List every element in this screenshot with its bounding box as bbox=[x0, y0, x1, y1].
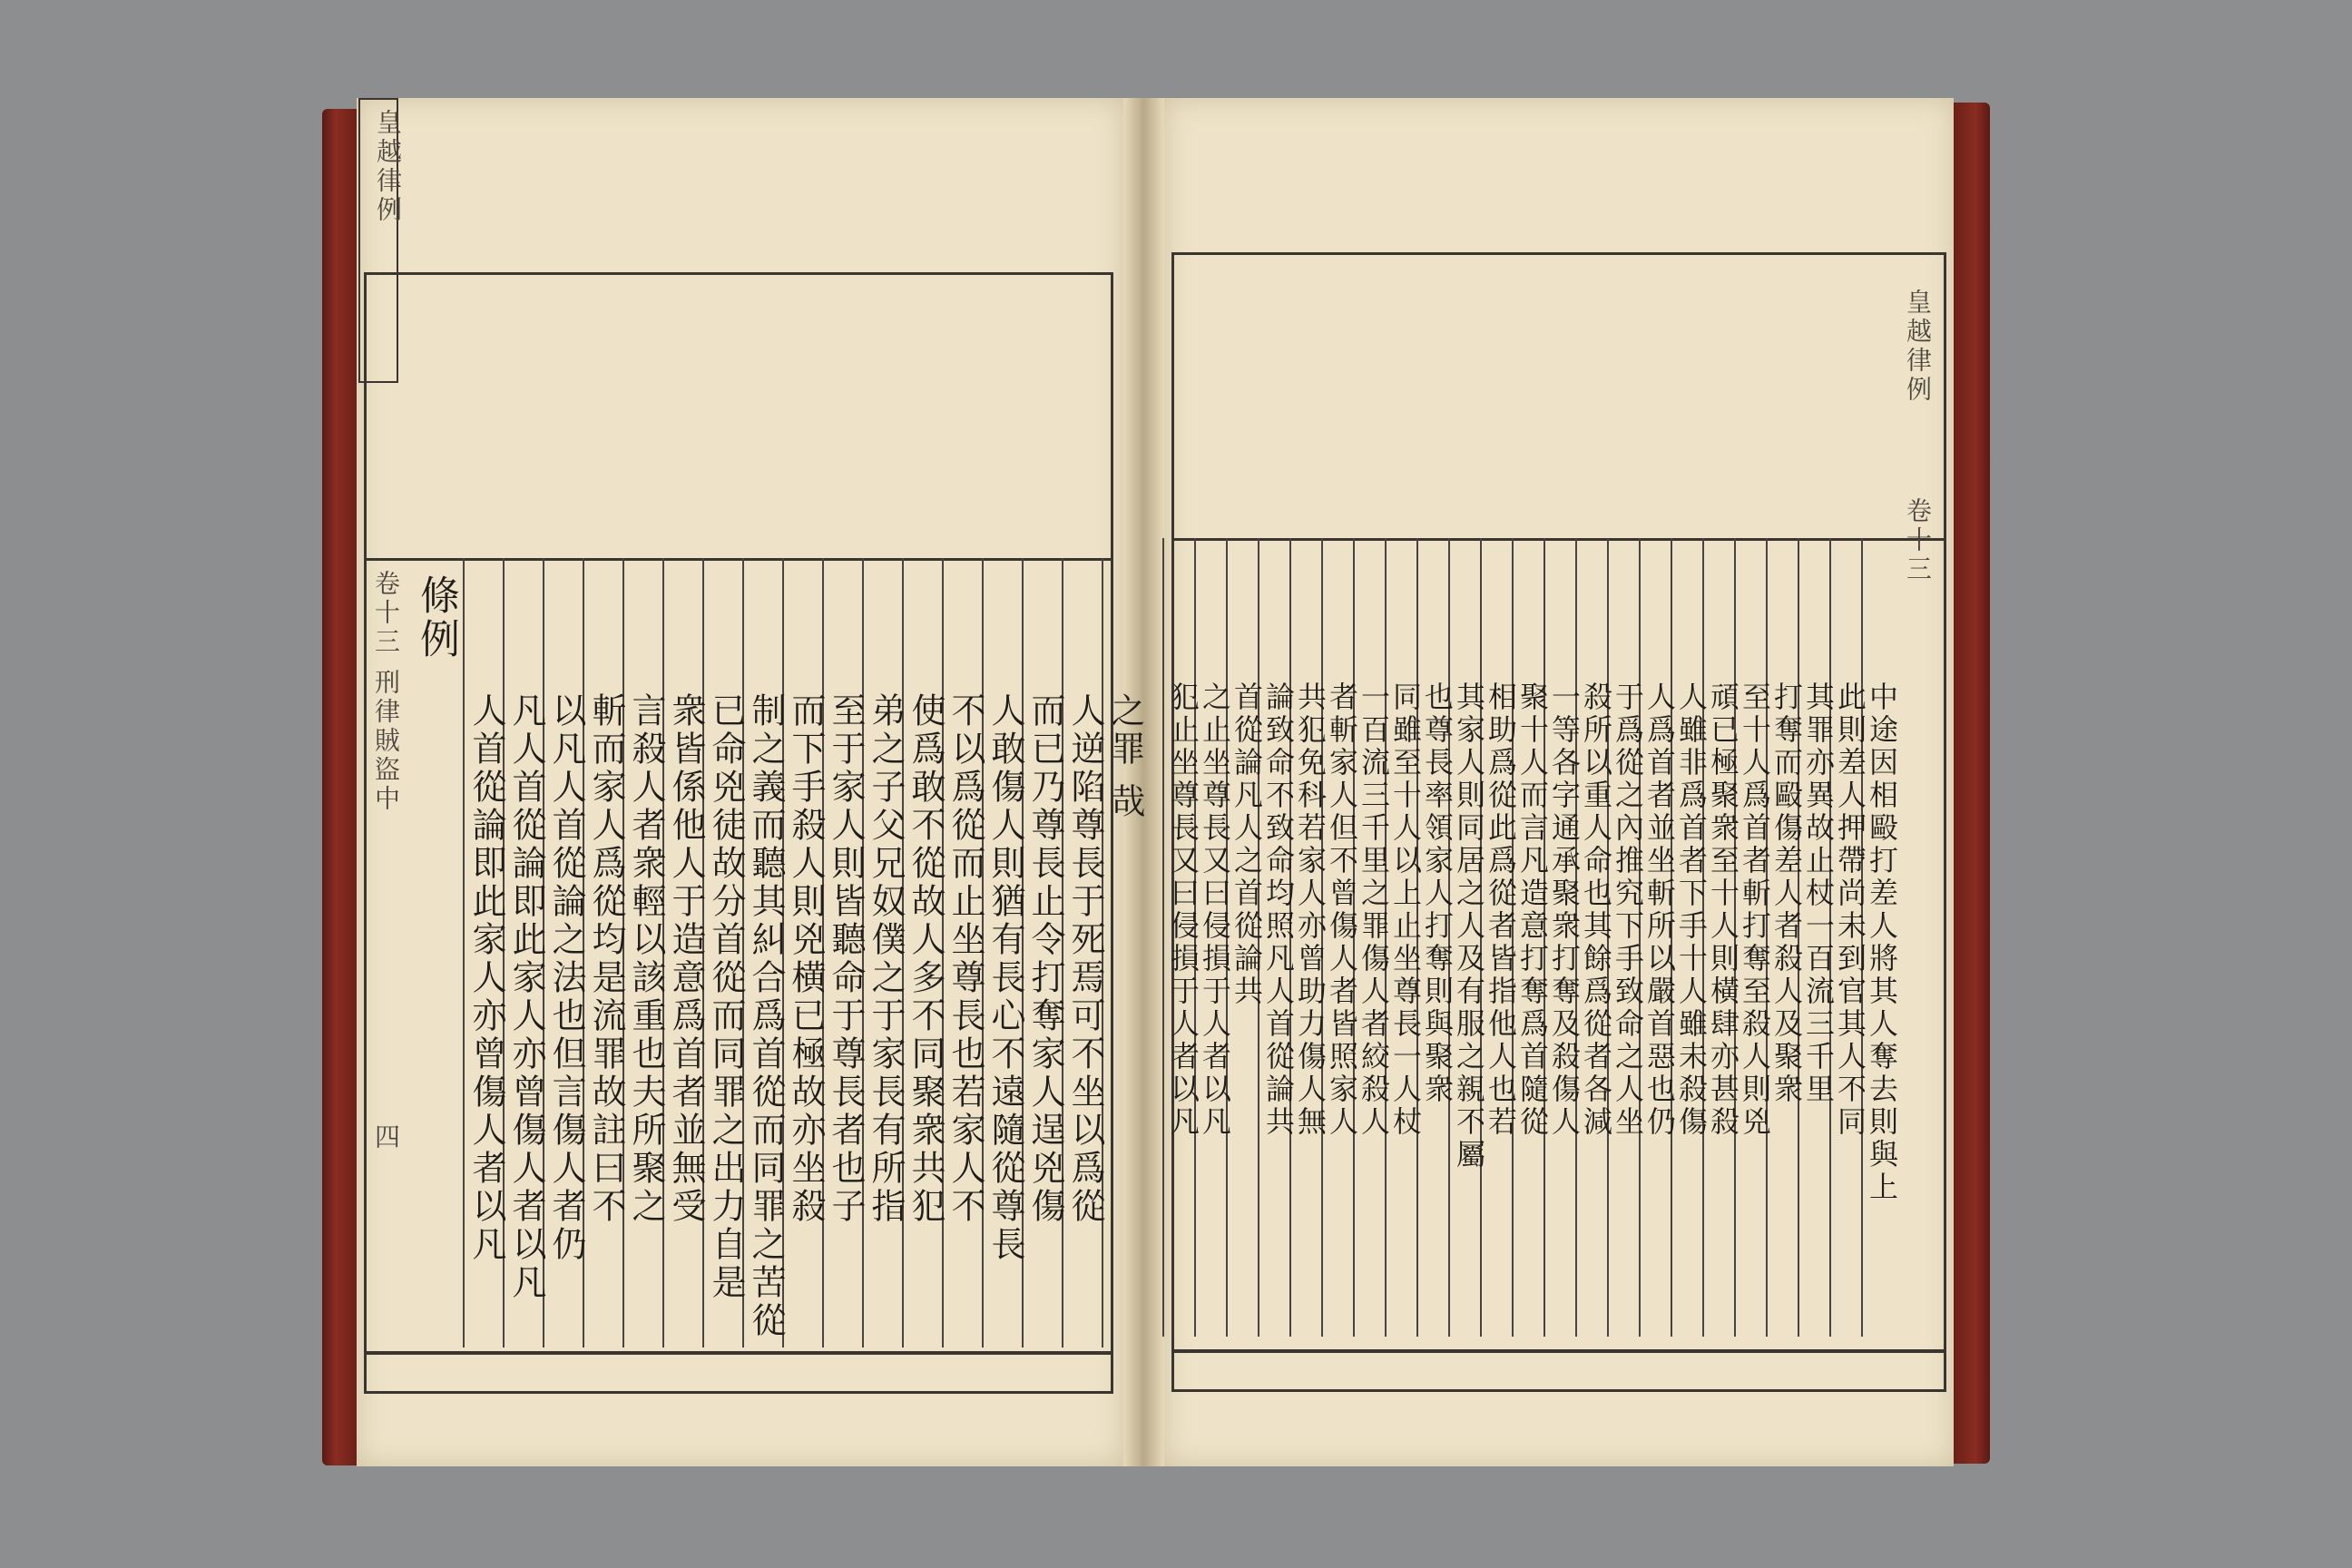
right-text-column: 相助爲從此爲從者皆指他人也若 bbox=[1484, 681, 1518, 1139]
book-edge-right bbox=[1954, 103, 1990, 1464]
right-page-frame bbox=[1166, 252, 1946, 1392]
left-page-frame bbox=[364, 272, 1145, 1394]
left-text-column: 不以爲從而止坐尊長也若家人不 bbox=[946, 692, 985, 1226]
left-text-column: 人敢傷人則猶有長心不遠隨從尊長 bbox=[985, 692, 1025, 1264]
right-side-label: 皇越律例 bbox=[1903, 289, 1933, 405]
left-text-column: 人逆陷尊長于死焉可不坐以爲從 bbox=[1065, 692, 1105, 1226]
left-text-column: 言殺人者衆輕以該重也夫所聚之 bbox=[626, 692, 666, 1226]
left-text-column: 而下手殺人則兇横已極故亦坐殺 bbox=[786, 692, 826, 1226]
book-edge-left bbox=[322, 109, 357, 1465]
left-side-label: 皇越律例 bbox=[373, 109, 403, 225]
right-page bbox=[1164, 98, 1954, 1466]
left-text-column: 凡人首從論即此家人亦曾傷人者以凡 bbox=[506, 692, 546, 1302]
left-text-column: 斬而家人爲從均是流罪故註曰不 bbox=[586, 692, 626, 1226]
right-text-column: 也尊長率領家人打奪則與聚衆 bbox=[1420, 681, 1455, 1106]
right-text-column: 犯止坐尊長又曰侵損于人者以凡 bbox=[1166, 681, 1200, 1139]
right-text-column: 共犯免科若家人亦曾助力傷人無 bbox=[1293, 681, 1328, 1139]
right-text-column: 首從論凡人之首從論共 bbox=[1230, 681, 1264, 1008]
left-text-column: 已命兇徒故分首從而同罪之出力自是 bbox=[706, 692, 746, 1302]
right-text-column: 一百流三千里之罪傷人者絞殺人 bbox=[1357, 681, 1391, 1139]
right-text-column: 人爲首者並坐斬所以嚴首惡也仍 bbox=[1642, 681, 1677, 1139]
left-text-column: 以凡人首從論之法也但言傷人者仍 bbox=[546, 692, 586, 1264]
right-text-column: 同雖至十人以上止坐尊長一人杖 bbox=[1388, 681, 1423, 1139]
left-page bbox=[357, 98, 1145, 1466]
right-text-column: 此則差人押帶尚未到官其人不同 bbox=[1833, 681, 1867, 1139]
left-column-rule bbox=[463, 558, 465, 1348]
right-text-column: 聚十人而言凡造意打奪爲首隨從 bbox=[1515, 681, 1550, 1139]
left-page-bottom-rule bbox=[367, 1351, 1111, 1355]
right-page-columns bbox=[1166, 255, 1944, 1389]
right-text-column: 中途因相毆打差人將其人奪去則與上 bbox=[1865, 681, 1899, 1204]
left-folio: 四 bbox=[371, 1123, 401, 1152]
left-text-column: 使爲敢不從故人多不同聚衆共犯 bbox=[906, 692, 946, 1226]
right-text-column: 頑已極聚衆至十人則橫肆亦甚殺 bbox=[1706, 681, 1740, 1139]
left-text-column: 人首從論即此家人亦曾傷人者以凡 bbox=[466, 692, 506, 1264]
right-page-bottom-rule bbox=[1174, 1349, 1944, 1353]
right-text-column: 者斬家人但不曾傷人者皆照家人 bbox=[1325, 681, 1359, 1139]
right-text-column: 人雖非爲首者下手十人雖未殺傷 bbox=[1674, 681, 1709, 1139]
right-text-column: 打奪而毆傷差人者殺人及聚衆 bbox=[1769, 681, 1804, 1106]
open-book bbox=[322, 98, 1990, 1473]
left-page-columns bbox=[367, 275, 1145, 1391]
left-text-column: 弟之子父兄奴僕之于家長有所指 bbox=[866, 692, 906, 1226]
left-text-column: 制之義而聽其糾合爲首從而同罪之苦從 bbox=[746, 692, 786, 1340]
right-text-column: 之止坐尊長又曰侵損于人者以凡 bbox=[1198, 681, 1232, 1139]
right-text-column: 于爲從之內推究下手致命之人坐 bbox=[1611, 681, 1645, 1139]
left-side-label-2: 卷十三 刑律賊盜中 bbox=[371, 570, 401, 814]
left-page-heading: 條例 bbox=[413, 574, 459, 662]
left-text-column: 衆皆係他人于造意爲首者並無受 bbox=[666, 692, 706, 1226]
right-text-column: 至十人爲首者斬打奪至殺人則兇 bbox=[1738, 681, 1772, 1139]
left-text-column: 至于家人則皆聽命于尊長者也子 bbox=[826, 692, 866, 1226]
right-text-column: 一等各字通承聚衆打奪及殺傷人 bbox=[1547, 681, 1582, 1139]
left-text-column: 之罪 哉 bbox=[1105, 692, 1145, 822]
left-text-column: 而已乃尊長止令打奪家人逞兇傷 bbox=[1025, 692, 1065, 1226]
left-side-label-box bbox=[358, 98, 403, 383]
right-text-column: 其家人則同居之人及有服之親不屬 bbox=[1452, 681, 1486, 1171]
right-side-label-2: 卷十三 bbox=[1903, 497, 1933, 584]
right-text-column: 論致命不致命均照凡人首從論共 bbox=[1261, 681, 1296, 1139]
right-column-rule bbox=[1162, 538, 1164, 1337]
right-text-column: 其罪亦異故止杖一百流三千里 bbox=[1801, 681, 1836, 1106]
right-text-column: 殺所以重人命也其餘爲從者各減 bbox=[1579, 681, 1613, 1139]
